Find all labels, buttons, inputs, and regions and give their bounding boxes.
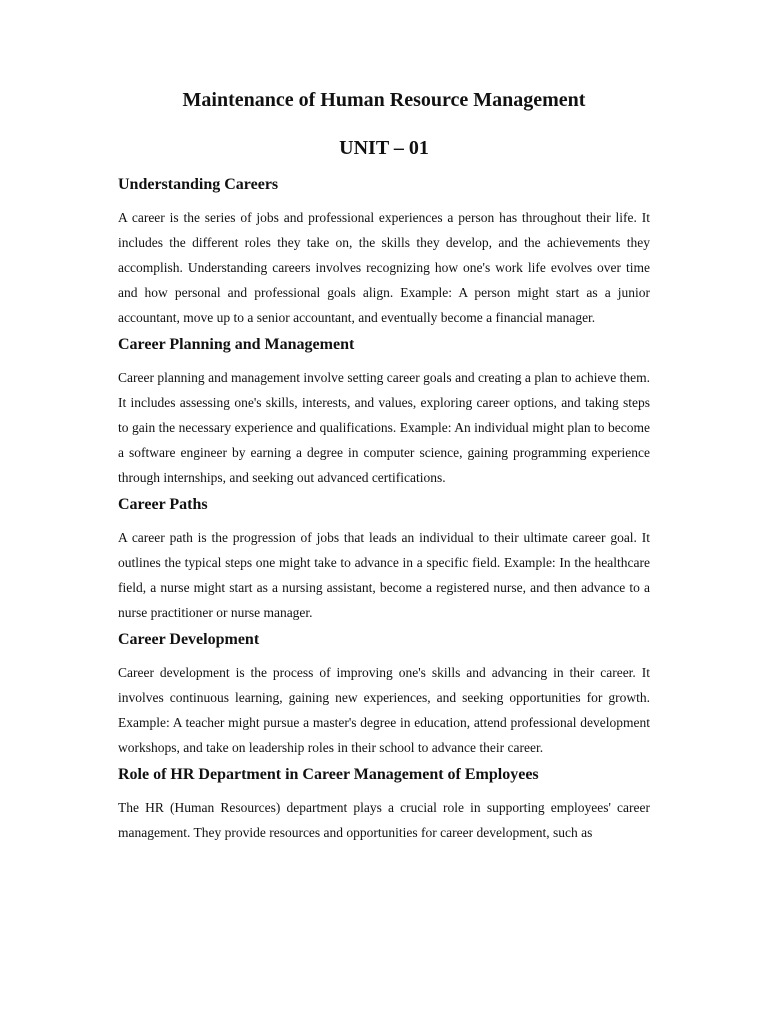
unit-title: UNIT – 01 xyxy=(339,137,429,159)
section-paragraph: A career path is the progression of jobs that leads an individual to their ultimate career goal. It outlines the typical steps one might take to advance in a specific field. Example: In the healthcare field, a nurse might start as a nursing assistant, become a registered nurse, and then advance to a nurse practitioner or nurse manager. xyxy=(118,530,650,620)
section-heading: Career Paths xyxy=(118,496,208,513)
section-career-development xyxy=(118,629,650,760)
section-heading: Understanding Careers xyxy=(118,176,279,193)
section-paragraph: Career planning and management involve setting career goals and creating a plan to achieve them. It includes assessing one's skills, interests, and values, exploring career options, and taking steps to gain the necessary experience and qualifications. Example: An individual might plan to become a software engineer by earning a degree in computer science, gaining programming experience through internships, and seeking out advanced certifications. xyxy=(118,370,650,485)
section-paragraph: The HR (Human Resources) department plays a crucial role in supporting employees' career management. They provide resources and opportunities for career development, such as xyxy=(118,800,650,840)
section-paragraph: A career is the series of jobs and professional experiences a person has throughout their life. It includes the different roles they take on, the skills they develop, and the achievements they accomplish. Understanding careers involves recognizing how one's work life evolves over time and how personal and professional goals align. Example: A person might start as a junior accountant, move up to a senior accountant, and eventually become a financial manager. xyxy=(118,210,650,325)
section-heading: Career Development xyxy=(118,631,260,648)
section-heading: Role of HR Department in Career Management of Employees xyxy=(118,766,539,783)
section-career-planning xyxy=(118,334,650,490)
section-career-paths xyxy=(118,494,650,625)
document-title: Maintenance of Human Resource Management xyxy=(182,89,586,111)
section-understanding-careers xyxy=(118,174,650,330)
section-paragraph: Career development is the process of improving one's skills and advancing in their career. It involves continuous learning, gaining new experiences, and seeking opportunities for growth. Example: A teacher might pursue a master's degree in education, attend professional development workshops, and take on leadership roles in their school to advance their career. xyxy=(118,665,650,755)
section-hr-role xyxy=(118,764,650,845)
section-heading: Career Planning and Management xyxy=(118,336,355,353)
